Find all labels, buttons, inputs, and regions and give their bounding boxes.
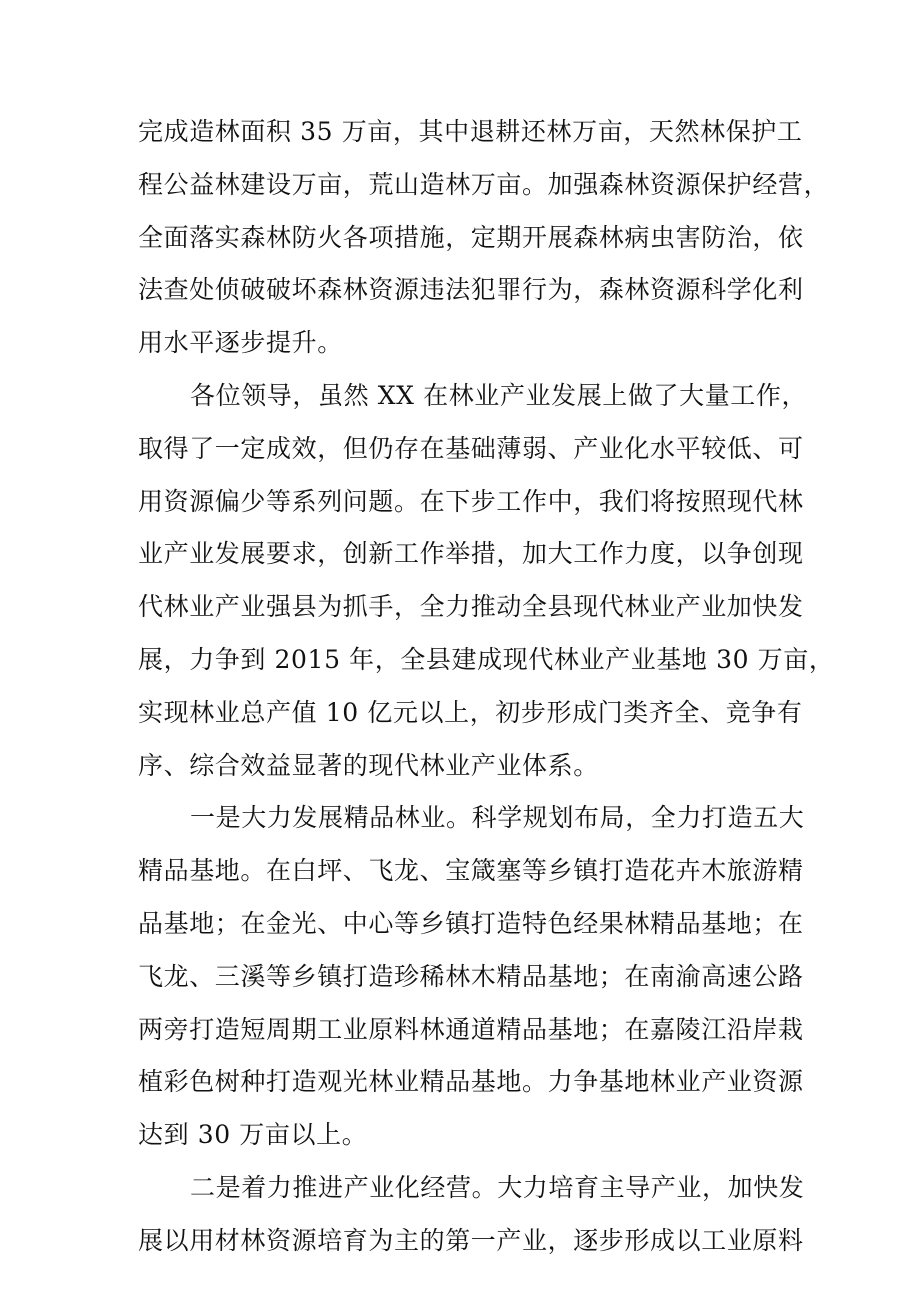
text-line: 法查处侦破破坏森林资源违法犯罪行为，森林资源科学化利 xyxy=(138,275,804,305)
text-line: 用资源偏少等系列问题。在下步工作中，我们将按照现代林 xyxy=(138,486,804,516)
document-body xyxy=(138,106,835,1268)
paragraph-start-line: 二是着力推进产业化经营。大力培育主导产业，加快发 xyxy=(190,1172,805,1202)
text-line: 完成造林面积 35 万亩，其中退耕还林万亩，天然林保护工 xyxy=(138,117,803,146)
text-line: 植彩色树种打造观光林业精品基地。力争基地林业产业资源 xyxy=(138,1067,804,1097)
paragraph-start-line: 一是大力发展精品林业。科学规划布局，全力打造五大 xyxy=(190,803,805,833)
text-line: 展，力争到 2015 年，全县建成现代林业产业基地 30 万亩， xyxy=(138,644,835,674)
text-line: 业产业发展要求，创新工作举措，加大工作力度，以争创现 xyxy=(138,539,804,569)
text-line: 达到 30 万亩以上。 xyxy=(138,1120,368,1150)
text-line: 实现林业总产值 10 亿元以上，初步形成门类齐全、竞争有 xyxy=(138,697,803,727)
text-line: 品基地；在金光、中心等乡镇打造特色经果林精品基地；在 xyxy=(138,908,804,938)
text-line: 展以用材林资源培育为主的第一产业，逐步形成以工业原料 xyxy=(138,1225,804,1255)
text-line: 全面落实森林防火各项措施，定期开展森林病虫害防治，依 xyxy=(138,222,804,252)
text-line: 用水平逐步提升。 xyxy=(138,328,343,358)
text-line: 序、综合效益显著的现代林业产业体系。 xyxy=(138,750,599,780)
text-line: 程公益林建设万亩，荒山造林万亩。加强森林资源保护经营， xyxy=(138,169,830,199)
paragraph-start-line: 各位领导，虽然 XX 在林业产业发展上做了大量工作， xyxy=(190,380,808,410)
text-line: 飞龙、三溪等乡镇打造珍稀林木精品基地；在南渝高速公路 xyxy=(138,961,804,991)
text-line: 精品基地。在白坪、飞龙、宝箴塞等乡镇打造花卉木旅游精 xyxy=(138,856,804,886)
text-line: 代林业产业强县为抓手，全力推动全县现代林业产业加快发 xyxy=(138,592,804,622)
text-line: 两旁打造短周期工业原料林通道精品基地；在嘉陵江沿岸栽 xyxy=(138,1014,804,1044)
text-line: 取得了一定成效，但仍存在基础薄弱、产业化水平较低、可 xyxy=(138,433,804,463)
